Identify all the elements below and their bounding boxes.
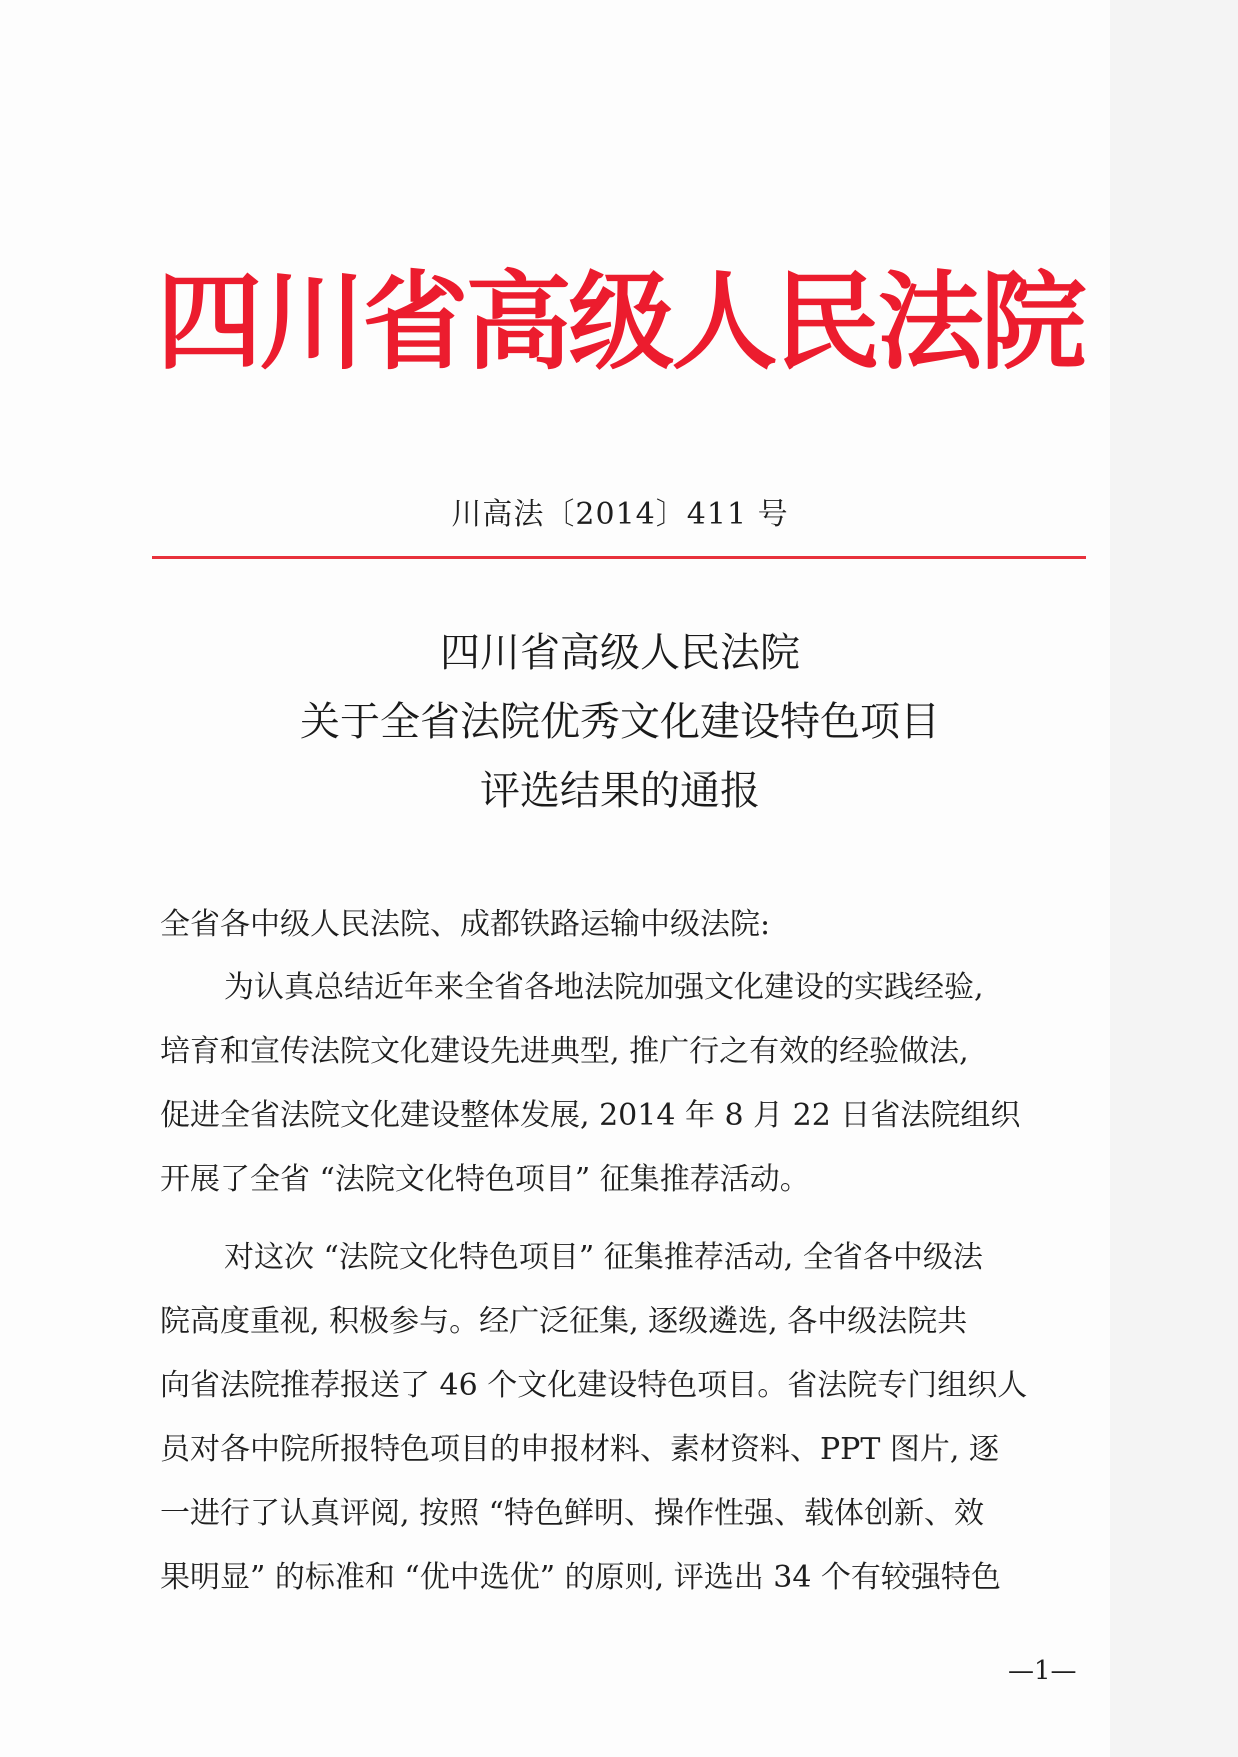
body-line: 对这次 “法院文化特色项目” 征集推荐活动, 全省各中级法 <box>224 1240 983 1275</box>
title-line-3: 评选结果的通报 <box>480 768 760 814</box>
title-line-2: 关于全省法院优秀文化建设特色项目 <box>300 699 940 745</box>
body-line: 向省法院推荐报送了 46 个文化建设特色项目。省法院专门组织人 <box>160 1368 1028 1403</box>
body-line: 培育和宣传法院文化建设先进典型, 推广行之有效的经验做法, <box>160 1034 969 1069</box>
red-divider-line <box>152 556 1086 559</box>
scan-margin <box>1110 0 1238 1757</box>
body-line: 促进全省法院文化建设整体发展, 2014 年 8 月 22 日省法院组织 <box>160 1098 1021 1133</box>
document-number: 川高法〔2014〕411 号 <box>451 497 789 532</box>
issuer-masthead: 四川省高级人民法院 <box>156 261 1084 384</box>
page-number: —1— <box>1008 1656 1077 1686</box>
body-line: 果明显” 的标准和 “优中选优” 的原则, 评选出 34 个有较强特色 <box>160 1560 1001 1595</box>
body-line: 员对各中院所报特色项目的申报材料、素材资料、PPT 图片, 逐 <box>160 1432 999 1467</box>
body-line: 院高度重视, 积极参与。经广泛征集, 逐级遴选, 各中级法院共 <box>160 1304 968 1339</box>
body-line: 开展了全省 “法院文化特色项目” 征集推荐活动。 <box>160 1162 810 1197</box>
title-line-1: 四川省高级人民法院 <box>440 630 800 676</box>
salutation: 全省各中级人民法院、成都铁路运输中级法院: <box>160 907 771 942</box>
body-line: 一进行了认真评阅, 按照 “特色鲜明、操作性强、载体创新、效 <box>160 1496 984 1531</box>
body-line: 为认真总结近年来全省各地法院加强文化建设的实践经验, <box>224 970 984 1005</box>
